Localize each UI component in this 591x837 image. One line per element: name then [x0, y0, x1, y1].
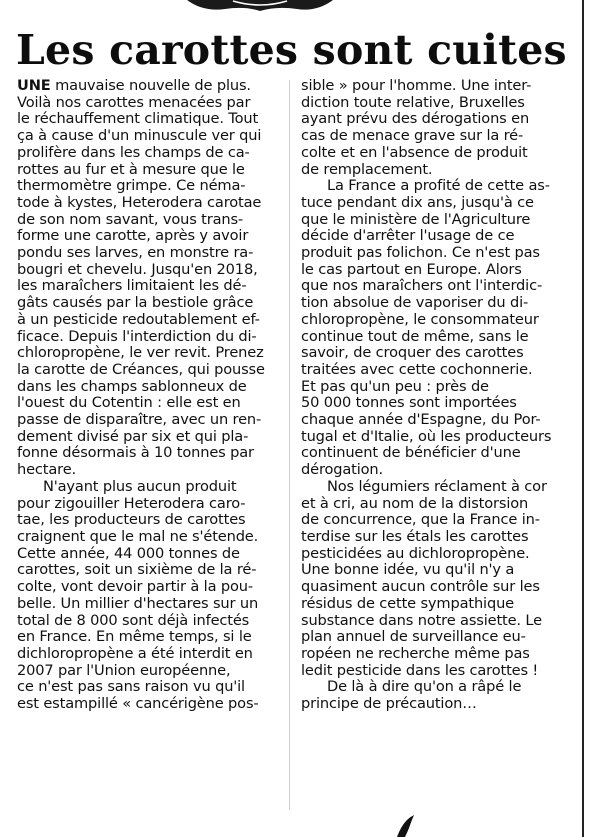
text-line: belle. Un millier d'hectares sur un: [17, 594, 259, 612]
text-line: colte et en l'absence de produit: [301, 143, 528, 161]
text-line: N'ayant plus aucun produit: [43, 477, 237, 495]
illustration-fragment: [393, 812, 417, 837]
text-line: pondu ses larves, en monstre ra-: [17, 244, 254, 262]
text-line: ça à cause d'un minuscule ver qui: [17, 127, 262, 145]
text-line: plan annuel de surveillance eu-: [301, 628, 526, 646]
text-line: prolifère dans les champs de ca-: [17, 143, 250, 161]
article-paragraph: [301, 679, 567, 712]
text-line: le cas partout en Europe. Alors: [301, 260, 522, 278]
text-line: Cette année, 44 000 tonnes de: [17, 544, 240, 562]
text-line: chloropropène, le consommateur: [301, 310, 539, 328]
lead-word: UNE: [17, 77, 51, 94]
masthead-ornament: [185, 0, 335, 14]
text-line: tae, les producteurs de carottes: [17, 511, 246, 529]
column-divider: [289, 80, 290, 810]
text-line: chloropropène, le ver revit. Prenez: [17, 344, 264, 362]
text-line: les maraîchers limitaient les dé-: [17, 277, 247, 295]
text-line: Et pas qu'un peu : près de: [301, 377, 489, 395]
text-line: continuent de bénéficier d'une: [301, 444, 521, 462]
text-line-rest: mauvaise nouvelle de plus.: [50, 77, 251, 94]
text-line: bougri et chevelu. Jusqu'en 2018,: [17, 260, 258, 278]
text-line: rottes au fur et à mesure que le: [17, 160, 245, 178]
text-line: sible » pour l'homme. Une inter-: [301, 77, 532, 94]
text-line: pesticidées au dichloropropène.: [301, 544, 530, 562]
text-line: hectare.: [17, 461, 77, 479]
text-line: ce n'est pas sans raison vu qu'il: [17, 678, 245, 696]
text-line: traitées avec cette cochonnerie.: [301, 360, 533, 378]
text-line: carottes, soit un sixième de la ré-: [17, 561, 257, 579]
text-line: diction toute relative, Bruxelles: [301, 93, 525, 111]
article-paragraph: [301, 178, 567, 479]
text-line: à un pesticide redoutablement ef-: [17, 310, 260, 328]
text-line: cas de menace grave sur la ré-: [301, 127, 524, 145]
text-line: ficace. Depuis l'interdiction du di-: [17, 327, 257, 345]
text-line: tuce pendant dix ans, jusqu'à ce: [301, 193, 534, 211]
article-paragraph: [301, 479, 567, 679]
text-line: De là à dire qu'on a râpé le: [327, 678, 522, 696]
text-line: ledit pesticide dans les carottes !: [301, 661, 539, 679]
text-line: forme une carotte, après y avoir: [17, 227, 249, 245]
text-line: décide d'arrêter l'usage de ce: [301, 227, 515, 245]
text-line: que le ministère de l'Agriculture: [301, 210, 531, 228]
article-column-right: [301, 78, 567, 713]
text-line: colte, vont devoir partir à la pou-: [17, 578, 253, 596]
article-paragraph: [301, 78, 567, 178]
text-line: et à cri, au nom de la distorsion: [301, 494, 529, 512]
text-line: pour zigouiller Heterodera caro-: [17, 494, 246, 512]
text-line: continue tout de même, sans le: [301, 327, 529, 345]
text-line: gâts causés par la bestiole grâce: [17, 294, 254, 312]
text-line: total de 8 000 sont déjà infectés: [17, 611, 250, 629]
page-edge-rule: [582, 0, 584, 837]
text-line: La France a profité de cette as-: [327, 177, 550, 195]
text-line: 50 000 tonnes sont importées: [301, 394, 517, 412]
text-line: Une bonne idée, vu qu'il n'y a: [301, 561, 515, 579]
text-line: substance dans notre assiette. Le: [301, 611, 542, 629]
text-line: produit pas folichon. Ce n'est pas: [301, 244, 540, 262]
text-line: fonne désormais à 10 tonnes par: [17, 444, 254, 462]
text-line: passe de disparaître, avec un ren-: [17, 411, 262, 429]
text-line: principe de précaution…: [301, 695, 477, 713]
text-line: Voilà nos carottes menacées par: [17, 93, 251, 111]
text-line: est estampillé « cancérigène pos-: [17, 695, 259, 713]
text-line: l'ouest du Cotentin : elle est en: [17, 394, 241, 412]
text-line: tugal et d'Italie, où les producteurs: [301, 427, 552, 445]
text-line: dans les champs sablonneux de: [17, 377, 247, 395]
article-paragraph: [17, 479, 280, 713]
text-line: de son nom savant, vous trans-: [17, 210, 244, 228]
text-line: en France. En même temps, si le: [17, 628, 252, 646]
text-line: craignent que le mal ne s'étende.: [17, 527, 259, 545]
text-line: thermomètre grimpe. Ce néma-: [17, 177, 246, 195]
text-line: dement divisé par six et qui pla-: [17, 427, 249, 445]
text-line: savoir, de croquer des carottes: [301, 344, 524, 362]
article-headline: Les carottes sont cuites: [16, 26, 567, 74]
text-line: tode à kystes, Heterodera carotae: [17, 193, 262, 211]
text-line: 2007 par l'Union européenne,: [17, 661, 231, 679]
text-line: terdise sur les étals les carottes: [301, 527, 529, 545]
text-line: ropéen ne recherche même pas: [301, 644, 530, 662]
text-line: de remplacement.: [301, 160, 433, 178]
text-line: dichloropropène a été interdit en: [17, 644, 253, 662]
text-line: de concurrence, que la France in-: [301, 511, 540, 529]
text-line: tion absolue de vaporiser du di-: [301, 294, 529, 312]
text-line: la carotte de Créances, qui pousse: [17, 360, 265, 378]
article-column-left: [17, 78, 280, 713]
text-line: que nos maraîchers ont l'interdic-: [301, 277, 543, 295]
text-line: quasiment aucun contrôle sur les: [301, 578, 540, 596]
article-paragraph: [17, 78, 280, 479]
text-line: le réchauffement climatique. Tout: [17, 110, 259, 128]
text-line: Nos légumiers réclament à cor: [327, 477, 547, 495]
text-line: résidus de cette sympathique: [301, 594, 514, 612]
text-line: ayant prévu des dérogations en: [301, 110, 530, 128]
text-line: chaque année d'Espagne, du Por-: [301, 411, 541, 429]
text-line: [17, 78, 280, 95]
text-line: dérogation.: [301, 461, 384, 479]
